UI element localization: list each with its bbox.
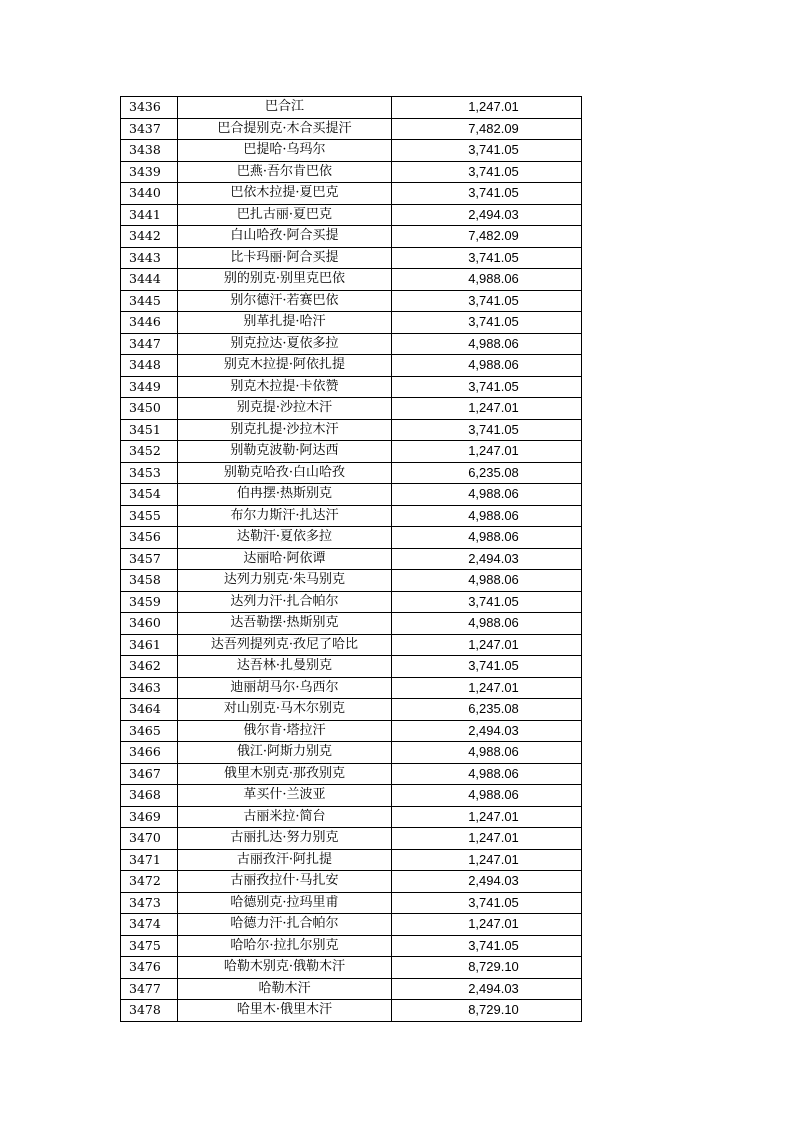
table-row [121, 226, 582, 248]
table-row [121, 333, 582, 355]
row-name-cell: 哈德别克·拉玛里甫 [178, 892, 392, 914]
table-row [121, 591, 582, 613]
row-id-cell: 3475 [121, 935, 178, 957]
row-amount-cell: 4,988.06 [392, 785, 582, 807]
table-row [121, 419, 582, 441]
row-name-cell: 俄里木别克·那孜别克 [178, 763, 392, 785]
row-amount-cell: 3,741.05 [392, 419, 582, 441]
table-row [121, 720, 582, 742]
row-name-cell: 古丽扎达·努力别克 [178, 828, 392, 850]
row-name-cell: 巴合提别克·木合买提汗 [178, 118, 392, 140]
row-name-cell: 别革扎提·哈汗 [178, 312, 392, 334]
table-row [121, 806, 582, 828]
row-id-cell: 3476 [121, 957, 178, 979]
row-name-cell: 迪丽胡马尔·乌西尔 [178, 677, 392, 699]
row-amount-cell: 2,494.03 [392, 871, 582, 893]
row-amount-cell: 1,247.01 [392, 97, 582, 119]
row-amount-cell: 3,741.05 [392, 183, 582, 205]
row-amount-cell: 3,741.05 [392, 312, 582, 334]
table-row [121, 97, 582, 119]
row-name-cell: 达勒汗·夏依多拉 [178, 527, 392, 549]
table-row [121, 914, 582, 936]
row-id-cell: 3453 [121, 462, 178, 484]
table-row [121, 871, 582, 893]
table-row [121, 785, 582, 807]
row-name-cell: 达列力汗·扎合帕尔 [178, 591, 392, 613]
table-row [121, 849, 582, 871]
table-row [121, 570, 582, 592]
row-amount-cell: 8,729.10 [392, 957, 582, 979]
row-name-cell: 俄江·阿斯力别克 [178, 742, 392, 764]
row-amount-cell: 7,482.09 [392, 118, 582, 140]
row-amount-cell: 3,741.05 [392, 247, 582, 269]
table-row [121, 183, 582, 205]
row-name-cell: 别克提·沙拉木汗 [178, 398, 392, 420]
row-id-cell: 3455 [121, 505, 178, 527]
row-name-cell: 革买什·兰波亚 [178, 785, 392, 807]
table-row [121, 376, 582, 398]
row-amount-cell: 4,988.06 [392, 742, 582, 764]
row-id-cell: 3449 [121, 376, 178, 398]
table-row [121, 269, 582, 291]
row-amount-cell: 2,494.03 [392, 978, 582, 1000]
row-amount-cell: 3,741.05 [392, 140, 582, 162]
row-amount-cell: 1,247.01 [392, 849, 582, 871]
row-amount-cell: 4,988.06 [392, 505, 582, 527]
row-id-cell: 3440 [121, 183, 178, 205]
row-name-cell: 哈哈尔·拉扎尔别克 [178, 935, 392, 957]
table-row [121, 1000, 582, 1022]
row-id-cell: 3454 [121, 484, 178, 506]
row-amount-cell: 4,988.06 [392, 570, 582, 592]
row-id-cell: 3439 [121, 161, 178, 183]
row-id-cell: 3451 [121, 419, 178, 441]
row-amount-cell: 4,988.06 [392, 333, 582, 355]
table-row [121, 828, 582, 850]
row-id-cell: 3473 [121, 892, 178, 914]
row-name-cell: 巴扎古丽·夏巴克 [178, 204, 392, 226]
row-amount-cell: 4,988.06 [392, 484, 582, 506]
table-row [121, 527, 582, 549]
table-row [121, 140, 582, 162]
table-row [121, 763, 582, 785]
row-amount-cell: 3,741.05 [392, 591, 582, 613]
table-row [121, 247, 582, 269]
table-row [121, 118, 582, 140]
payment-table-body [121, 97, 582, 1022]
row-id-cell: 3448 [121, 355, 178, 377]
row-id-cell: 3469 [121, 806, 178, 828]
row-id-cell: 3457 [121, 548, 178, 570]
payment-table [120, 96, 582, 1022]
row-name-cell: 别克木拉提·阿依扎提 [178, 355, 392, 377]
row-amount-cell: 1,247.01 [392, 828, 582, 850]
row-id-cell: 3459 [121, 591, 178, 613]
row-id-cell: 3452 [121, 441, 178, 463]
row-id-cell: 3467 [121, 763, 178, 785]
table-row [121, 161, 582, 183]
row-id-cell: 3450 [121, 398, 178, 420]
row-id-cell: 3461 [121, 634, 178, 656]
table-row [121, 441, 582, 463]
row-name-cell: 达列力别克·朱马别克 [178, 570, 392, 592]
row-id-cell: 3463 [121, 677, 178, 699]
table-row [121, 957, 582, 979]
row-id-cell: 3468 [121, 785, 178, 807]
row-name-cell: 别克拉达·夏依多拉 [178, 333, 392, 355]
row-name-cell: 别勒克波勒·阿达西 [178, 441, 392, 463]
table-row [121, 978, 582, 1000]
row-amount-cell: 2,494.03 [392, 548, 582, 570]
row-name-cell: 巴提哈·乌玛尔 [178, 140, 392, 162]
row-id-cell: 3436 [121, 97, 178, 119]
table-row [121, 290, 582, 312]
row-id-cell: 3474 [121, 914, 178, 936]
row-id-cell: 3472 [121, 871, 178, 893]
row-amount-cell: 1,247.01 [392, 441, 582, 463]
table-row [121, 656, 582, 678]
row-name-cell: 别克木拉提·卡依赞 [178, 376, 392, 398]
row-amount-cell: 1,247.01 [392, 806, 582, 828]
row-amount-cell: 4,988.06 [392, 527, 582, 549]
table-row [121, 935, 582, 957]
row-id-cell: 3477 [121, 978, 178, 1000]
row-id-cell: 3456 [121, 527, 178, 549]
table-row [121, 484, 582, 506]
row-name-cell: 比卡玛丽·阿合买提 [178, 247, 392, 269]
row-name-cell: 哈勒木汗 [178, 978, 392, 1000]
row-amount-cell: 3,741.05 [392, 290, 582, 312]
row-amount-cell: 3,741.05 [392, 656, 582, 678]
row-amount-cell: 1,247.01 [392, 634, 582, 656]
row-amount-cell: 3,741.05 [392, 161, 582, 183]
row-name-cell: 古丽孜汗·阿扎提 [178, 849, 392, 871]
row-name-cell: 哈勒木别克·俄勒木汗 [178, 957, 392, 979]
table-row [121, 204, 582, 226]
row-name-cell: 别的别克·别里克巴依 [178, 269, 392, 291]
row-id-cell: 3441 [121, 204, 178, 226]
row-name-cell: 古丽米拉·简台 [178, 806, 392, 828]
row-amount-cell: 2,494.03 [392, 204, 582, 226]
row-amount-cell: 2,494.03 [392, 720, 582, 742]
row-id-cell: 3438 [121, 140, 178, 162]
row-id-cell: 3444 [121, 269, 178, 291]
row-amount-cell: 3,741.05 [392, 892, 582, 914]
row-id-cell: 3465 [121, 720, 178, 742]
row-name-cell: 达吾列提列克·孜尼了哈比 [178, 634, 392, 656]
row-name-cell: 古丽孜拉什·马扎安 [178, 871, 392, 893]
row-amount-cell: 6,235.08 [392, 462, 582, 484]
row-amount-cell: 1,247.01 [392, 914, 582, 936]
row-id-cell: 3458 [121, 570, 178, 592]
table-row [121, 312, 582, 334]
row-amount-cell: 7,482.09 [392, 226, 582, 248]
row-amount-cell: 8,729.10 [392, 1000, 582, 1022]
row-name-cell: 俄尔肯·塔拉汗 [178, 720, 392, 742]
row-name-cell: 哈里木·俄里木汗 [178, 1000, 392, 1022]
row-id-cell: 3471 [121, 849, 178, 871]
row-name-cell: 伯冉摆·热斯别克 [178, 484, 392, 506]
row-name-cell: 布尔力斯汗·扎达汗 [178, 505, 392, 527]
table-row [121, 613, 582, 635]
row-id-cell: 3446 [121, 312, 178, 334]
row-id-cell: 3445 [121, 290, 178, 312]
row-amount-cell: 6,235.08 [392, 699, 582, 721]
row-name-cell: 达吾勒摆·热斯别克 [178, 613, 392, 635]
row-id-cell: 3443 [121, 247, 178, 269]
row-name-cell: 达丽哈·阿依谭 [178, 548, 392, 570]
row-amount-cell: 1,247.01 [392, 677, 582, 699]
row-name-cell: 哈德力汗·扎合帕尔 [178, 914, 392, 936]
table-row [121, 742, 582, 764]
row-amount-cell: 3,741.05 [392, 376, 582, 398]
row-name-cell: 达吾林·扎曼别克 [178, 656, 392, 678]
row-amount-cell: 4,988.06 [392, 763, 582, 785]
row-id-cell: 3462 [121, 656, 178, 678]
row-name-cell: 白山哈孜·阿合买提 [178, 226, 392, 248]
table-row [121, 548, 582, 570]
table-row [121, 634, 582, 656]
row-name-cell: 巴燕·吾尔肯巴依 [178, 161, 392, 183]
row-id-cell: 3442 [121, 226, 178, 248]
row-id-cell: 3464 [121, 699, 178, 721]
row-name-cell: 别尔德汗·若赛巴依 [178, 290, 392, 312]
table-row [121, 892, 582, 914]
table-row [121, 398, 582, 420]
row-id-cell: 3460 [121, 613, 178, 635]
row-amount-cell: 4,988.06 [392, 269, 582, 291]
row-id-cell: 3478 [121, 1000, 178, 1022]
row-name-cell: 别克扎提·沙拉木汗 [178, 419, 392, 441]
row-amount-cell: 4,988.06 [392, 613, 582, 635]
row-amount-cell: 1,247.01 [392, 398, 582, 420]
row-amount-cell: 4,988.06 [392, 355, 582, 377]
table-row [121, 505, 582, 527]
row-id-cell: 3470 [121, 828, 178, 850]
row-name-cell: 巴合江 [178, 97, 392, 119]
row-id-cell: 3447 [121, 333, 178, 355]
table-row [121, 677, 582, 699]
table-row [121, 462, 582, 484]
row-name-cell: 巴依木拉提·夏巴克 [178, 183, 392, 205]
row-amount-cell: 3,741.05 [392, 935, 582, 957]
table-row [121, 355, 582, 377]
table-row [121, 699, 582, 721]
row-id-cell: 3437 [121, 118, 178, 140]
row-name-cell: 别勒克哈孜·白山哈孜 [178, 462, 392, 484]
row-name-cell: 对山别克·马木尔别克 [178, 699, 392, 721]
row-id-cell: 3466 [121, 742, 178, 764]
